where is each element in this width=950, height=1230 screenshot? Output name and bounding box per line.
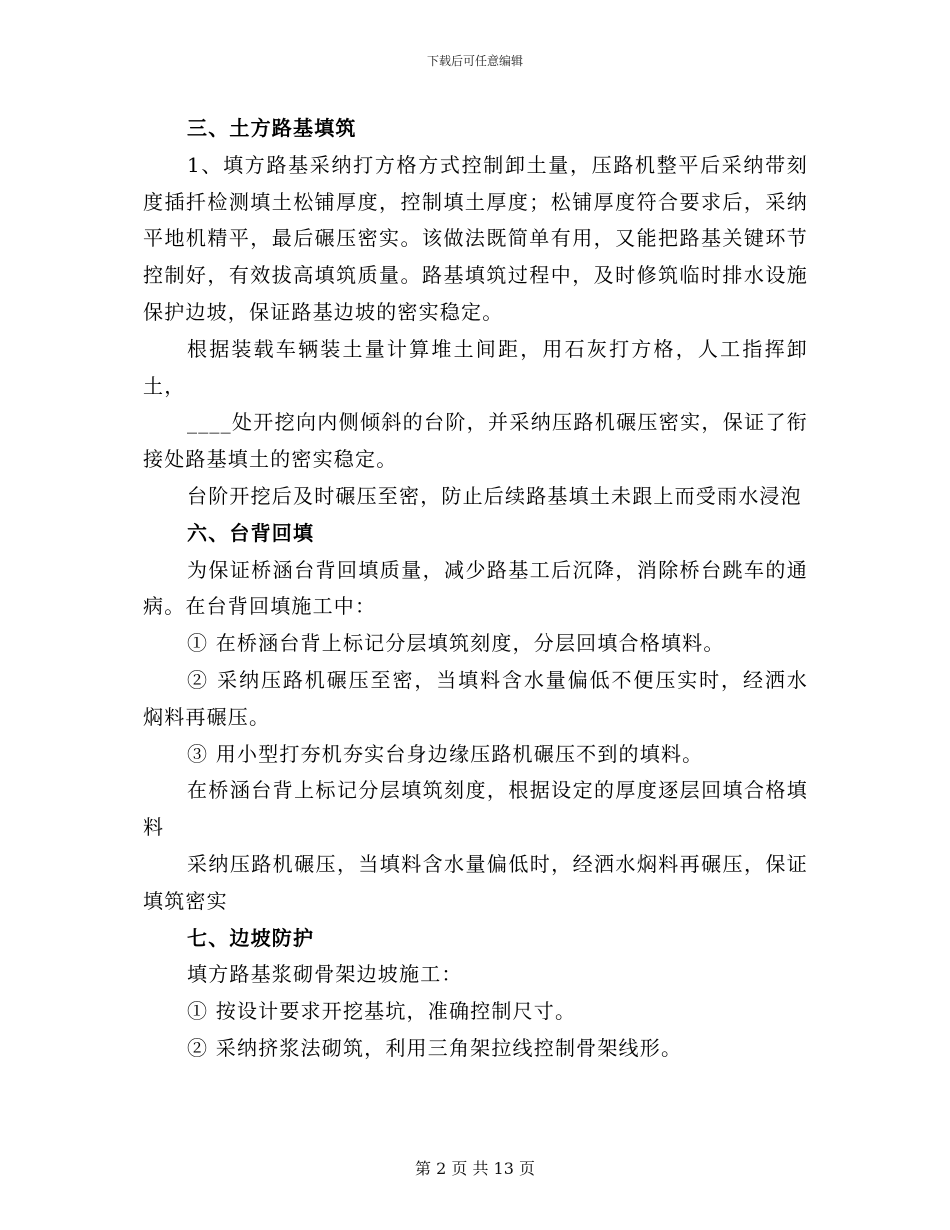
body-paragraph: 在桥涵台背上标记分层填筑刻度，根据设定的厚度逐层回填合格填料 — [143, 778, 808, 840]
body-paragraph: 1、填方路基采纳打方格方式控制卸土量，压路机整平后采纳带刻度插扦检测填土松铺厚度，控制填土厚度；松铺厚度符合要求后，采纳平地机精平，最后碾压密实。该做法既简单有用，又能把路基关键环节控制好，有效拔高填筑质量。路基填筑过程中，及时修筑临时排水设施保护边坡，保证路基边坡的密实稳定。 — [143, 152, 808, 324]
body-paragraph: 为保证桥涵台背回填质量，减少路基工后沉降，消除桥台跳车的通病。在台背回填施工中： — [143, 557, 808, 619]
list-item: ② 采纳压路机碾压至密，当填料含水量偏低不便压实时，经洒水焖料再碾压。 — [143, 667, 808, 729]
section-heading: 三、土方路基填筑 — [187, 116, 357, 140]
list-item: ① 在桥涵台背上标记分层填筑刻度，分层回填合格填料。 — [187, 631, 725, 656]
list-item: ③ 用小型打夯机夯实台身边缘压路机碾压不到的填料。 — [187, 741, 704, 766]
list-item: ① 按设计要求开挖基坑，准确控制尺寸。 — [187, 999, 577, 1024]
section-heading: 七、边坡防护 — [187, 925, 315, 950]
page-footer: 第 2 页 共 13 页 — [415, 1159, 535, 1178]
body-paragraph: 台阶开挖后及时碾压至密，防止后续路基填土未跟上而受雨水浸泡 — [187, 483, 802, 508]
list-item: ② 采纳挤浆法砌筑，利用三角架拉线控制骨架线形。 — [187, 1035, 683, 1060]
body-paragraph: 采纳压路机碾压，当填料含水量偏低时，经洒水焖料再碾压，保证填筑密实 — [143, 851, 808, 913]
body-paragraph: ____处开挖向内侧倾斜的台阶，并采纳压路机碾压密实，保证了衔接处路基填土的密实稳定。 — [143, 410, 808, 472]
page-header: 下载后可任意编辑 — [426, 54, 523, 68]
document-body — [143, 110, 808, 1067]
section-heading: 六、台背回填 — [187, 520, 315, 545]
body-paragraph: 根据装载车辆装土量计算堆土间距，用石灰打方格，人工指挥卸土， — [143, 336, 808, 398]
body-paragraph: 填方路基浆砌骨架边坡施工： — [187, 962, 463, 987]
